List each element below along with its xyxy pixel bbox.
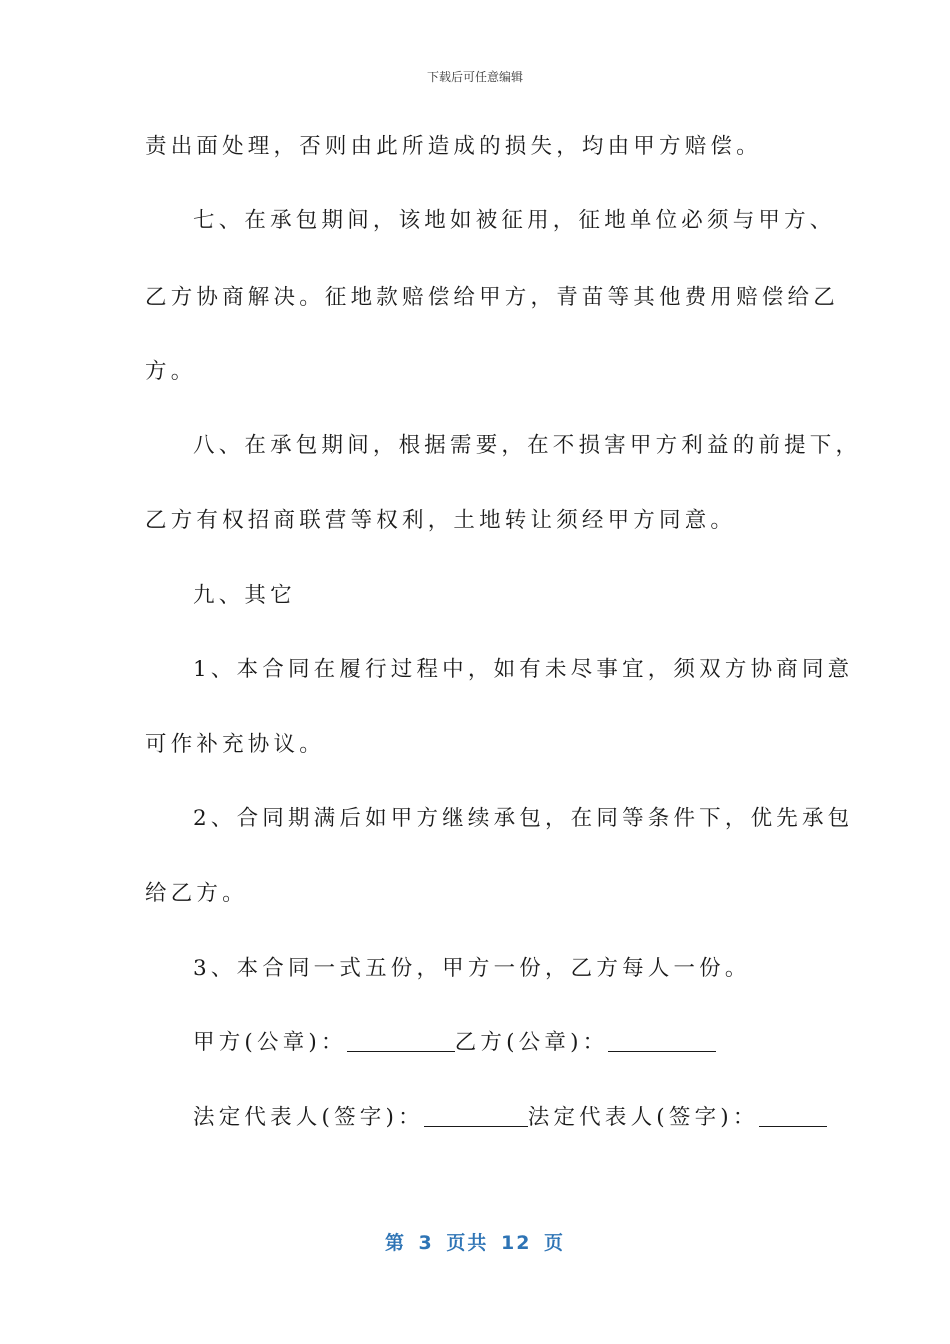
party-b-rep-label: 法定代表人(签字)： bbox=[527, 1105, 759, 1130]
paragraph-line: 八、在承包期间，根据需要，在不损害甲方利益的前提下， bbox=[193, 433, 862, 458]
paragraph-line: 责出面处理，否则由此所造成的损失，均由甲方赔偿。 bbox=[145, 134, 762, 159]
signature-row-rep bbox=[193, 1107, 827, 1129]
party-b-seal-label: 乙方(公章)： bbox=[454, 1030, 609, 1055]
party-b-seal-blank bbox=[608, 1050, 716, 1052]
paragraph-line: 七、在承包期间，该地如被征用，征地单位必须与甲方、 bbox=[193, 208, 836, 233]
section-heading: 九、其它 bbox=[193, 583, 296, 608]
paragraph-line: 乙方有权招商联营等权利，土地转让须经甲方同意。 bbox=[145, 508, 737, 533]
signature-row-seal bbox=[193, 1032, 716, 1054]
party-a-seal-label: 甲方(公章)： bbox=[193, 1030, 347, 1055]
paragraph-line: 1、本合同在履行过程中，如有未尽事宜，须双方协商同意 bbox=[193, 657, 854, 682]
page-number: 第 3 页共 12 页 bbox=[384, 1232, 566, 1254]
paragraph-line: 3、本合同一式五份，甲方一份，乙方每人一份。 bbox=[193, 956, 751, 981]
paragraph-line: 给乙方。 bbox=[145, 881, 248, 906]
party-b-rep-blank bbox=[759, 1125, 827, 1127]
paragraph-line: 2、合同期满后如甲方继续承包，在同等条件下，优先承包 bbox=[193, 806, 854, 831]
paragraph-line: 方。 bbox=[145, 359, 197, 384]
page-header: 下载后可任意编辑 bbox=[426, 70, 523, 84]
party-a-rep-label: 法定代表人(签字)： bbox=[193, 1105, 424, 1130]
paragraph-line: 乙方协商解决。征地款赔偿给甲方，青苗等其他费用赔偿给乙 bbox=[145, 285, 839, 310]
party-a-seal-blank bbox=[347, 1050, 455, 1052]
party-a-rep-blank bbox=[424, 1125, 528, 1127]
paragraph-line: 可作补充协议。 bbox=[145, 732, 325, 757]
